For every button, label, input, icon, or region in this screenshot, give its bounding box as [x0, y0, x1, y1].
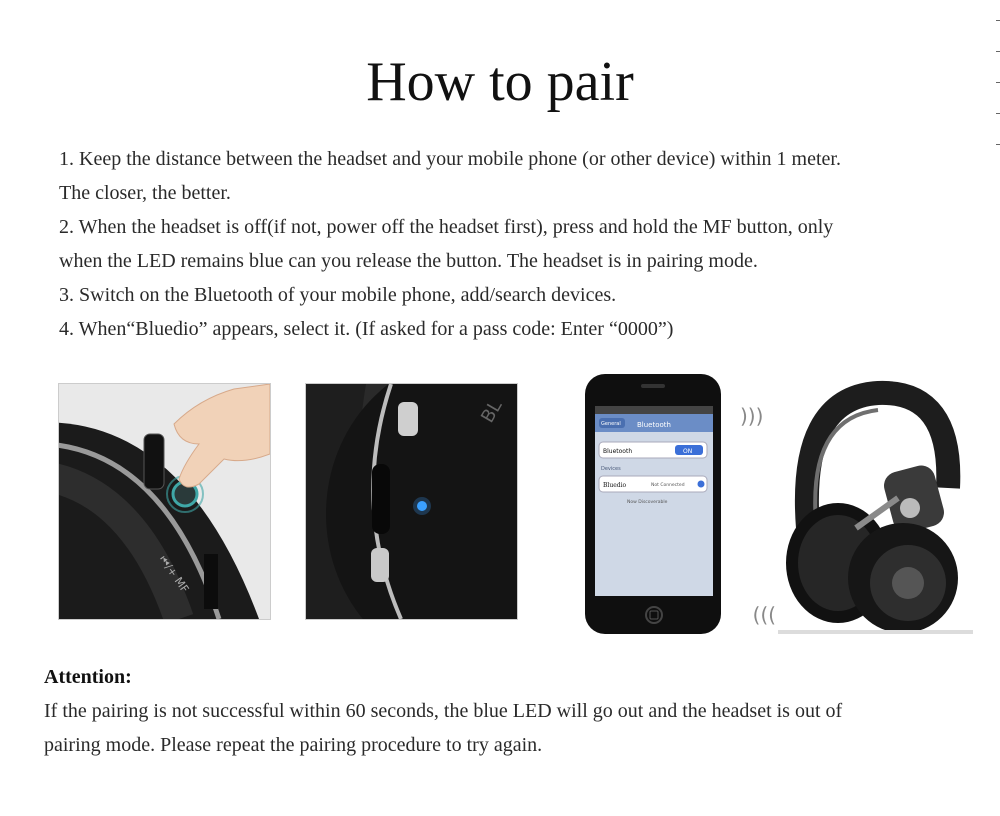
svg-text:BL: BL	[477, 396, 507, 427]
phone-header-label: Bluetooth	[637, 421, 671, 429]
phone-device-status: Not Connected	[651, 483, 685, 488]
phone-toggle-label: ON	[683, 448, 693, 455]
edge-tick-marks	[994, 20, 1000, 175]
headphones-photo	[738, 378, 973, 638]
phone-back-label: General	[601, 421, 621, 427]
attention-line-1: If the pairing is not successful within 60 seconds, the blue LED will go out and the headset is out of	[44, 700, 843, 722]
signal-wave-icon: )))	[740, 404, 764, 428]
phone-bluetooth-label: Bluetooth	[603, 448, 633, 455]
step-2-line-2: when the LED remains blue can you release the button. The headset is in pairing mode.	[59, 250, 758, 272]
step-2-line-1: 2. When the headset is off(if not, power off the headset first), press and hold the MF button, only	[59, 216, 834, 238]
step-4: 4. When“Bluedio” appears, select it. (If asked for a pass code: Enter “0000”)	[59, 318, 674, 340]
step-1-line-2: The closer, the better.	[59, 182, 231, 204]
svg-text:⏮/+ MF: ⏮/+ MF	[156, 553, 192, 596]
phone-bluetooth-photo	[583, 372, 725, 637]
step-3: 3. Switch on the Bluetooth of your mobile phone, add/search devices.	[59, 284, 617, 306]
step-1-line-1: 1. Keep the distance between the headset and your mobile phone (or other device) within 1 meter.	[59, 148, 841, 170]
attention-section	[44, 660, 984, 762]
phone-device-name: Bluedio	[603, 482, 627, 489]
page-title: How to pair	[366, 51, 634, 113]
signal-wave-icon-2: )))	[752, 604, 776, 628]
blue-led-photo	[305, 383, 518, 620]
phone-discoverable-label: Now Discoverable	[627, 500, 668, 505]
pairing-steps	[59, 142, 989, 346]
phone-devices-label: Devices	[601, 466, 621, 472]
mf-button-press-photo	[58, 383, 271, 620]
attention-title: Attention:	[44, 666, 132, 688]
attention-line-2: pairing mode. Please repeat the pairing procedure to try again.	[44, 734, 543, 756]
